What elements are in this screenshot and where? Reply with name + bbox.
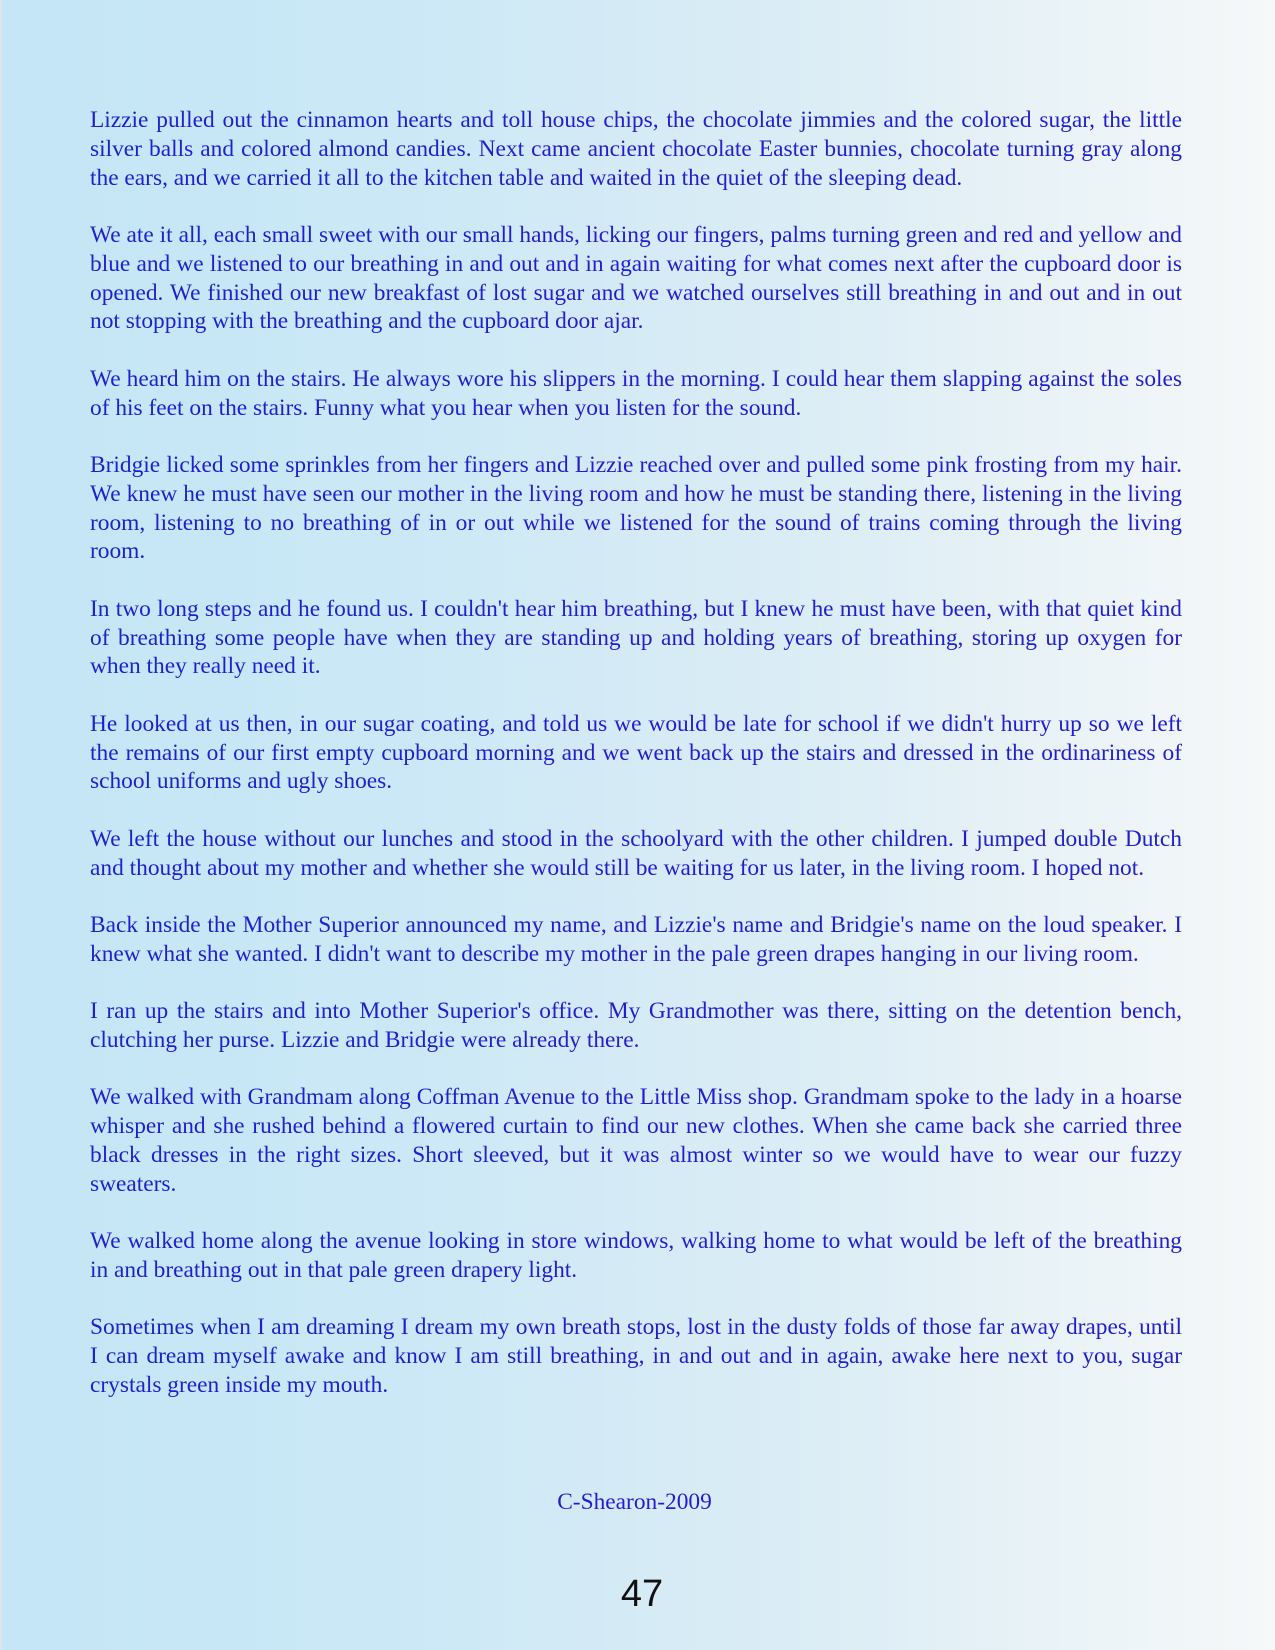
page-number: 47 <box>620 1573 664 1615</box>
story-paragraph: We ate it all, each small sweet with our small hands, licking our fingers, palms turning green and red and yellow and blue and we listened to our breathing in and out and in again waiting for what comes next after the cupboard door is opened. We finished our new breakfast of lost sugar and we watched ourselves still breathing in and out and in out not stopping with the breathing and the cupboard door ajar. <box>90 221 1182 335</box>
story-paragraph: We heard him on the stairs. He always wore his slippers in the morning. I could hear them slapping against the soles of his feet on the stairs. Funny what you hear when you listen for the sound. <box>90 365 1182 421</box>
story-paragraph: Sometimes when I am dreaming I dream my own breath stops, lost in the dusty folds of those far away drapes, until I can dream myself awake and know I am still breathing, in and out and in again, awake here next to you, sugar crystals green inside my mouth. <box>90 1314 1182 1398</box>
story-paragraph: I ran up the stairs and into Mother Superior's office. My Grandmother was there, sitting on the detention bench, clutching her purse. Lizzie and Bridgie were already there. <box>90 998 1182 1053</box>
story-paragraph: We walked home along the avenue looking in store windows, walking home to what would be left of the breathing in and breathing out in that pale green drapery light. <box>90 1228 1182 1283</box>
story-paragraph: We walked with Grandmam along Coffman Avenue to the Little Miss shop. Grandmam spoke to the lady in a hoarse whisper and she rushed behind a flowered curtain to find our new clothes. When she came back she carried three black dresses in the right sizes. Short sleeved, but it was almost winter so we would have to wear our fuzzy sweaters. <box>90 1084 1182 1197</box>
story-body <box>90 106 1182 1428</box>
story-paragraph: Bridgie licked some sprinkles from her fingers and Lizzie reached over and pulled some pink frosting from my hair. We knew he must have seen our mother in the living room and how he must be standing there, listening in the living room, listening to no breathing of in or out while we listened for the sound of trains coming through the living room. <box>90 451 1182 565</box>
story-paragraph: We left the house without our lunches and stood in the schoolyard with the other children. I jumped double Dutch and thought about my mother and whether she would still be waiting for us later, in the living room. I hoped not. <box>90 825 1182 881</box>
story-paragraph: In two long steps and he found us. I couldn't hear him breathing, but I knew he must have been, with that quiet kind of breathing some people have when they are standing up and holding years of breathing, storing up oxygen for when they really need it. <box>90 595 1182 680</box>
story-paragraph: He looked at us then, in our sugar coating, and told us we would be late for school if we didn't hurry up so we left the remains of our first empty cupboard morning and we went back up the stairs and dressed in the ordinariness of school uniforms and ugly shoes. <box>90 710 1182 795</box>
author-signature: C-Shearon-2009 <box>557 1489 712 1515</box>
story-paragraph: Back inside the Mother Superior announced my name, and Lizzie's name and Bridgie's name on the loud speaker. I knew what she wanted. I didn't want to describe my mother in the pale green drapes hanging in our living room. <box>90 911 1182 967</box>
story-paragraph: Lizzie pulled out the cinnamon hearts and toll house chips, the chocolate jimmies and the colored sugar, the little silver balls and colored almond candies. Next came ancient chocolate Easter bunnies, chocolate turning gray along the ears, and we carried it all to the kitchen table and waited in the quiet of the sleeping dead. <box>90 107 1182 191</box>
